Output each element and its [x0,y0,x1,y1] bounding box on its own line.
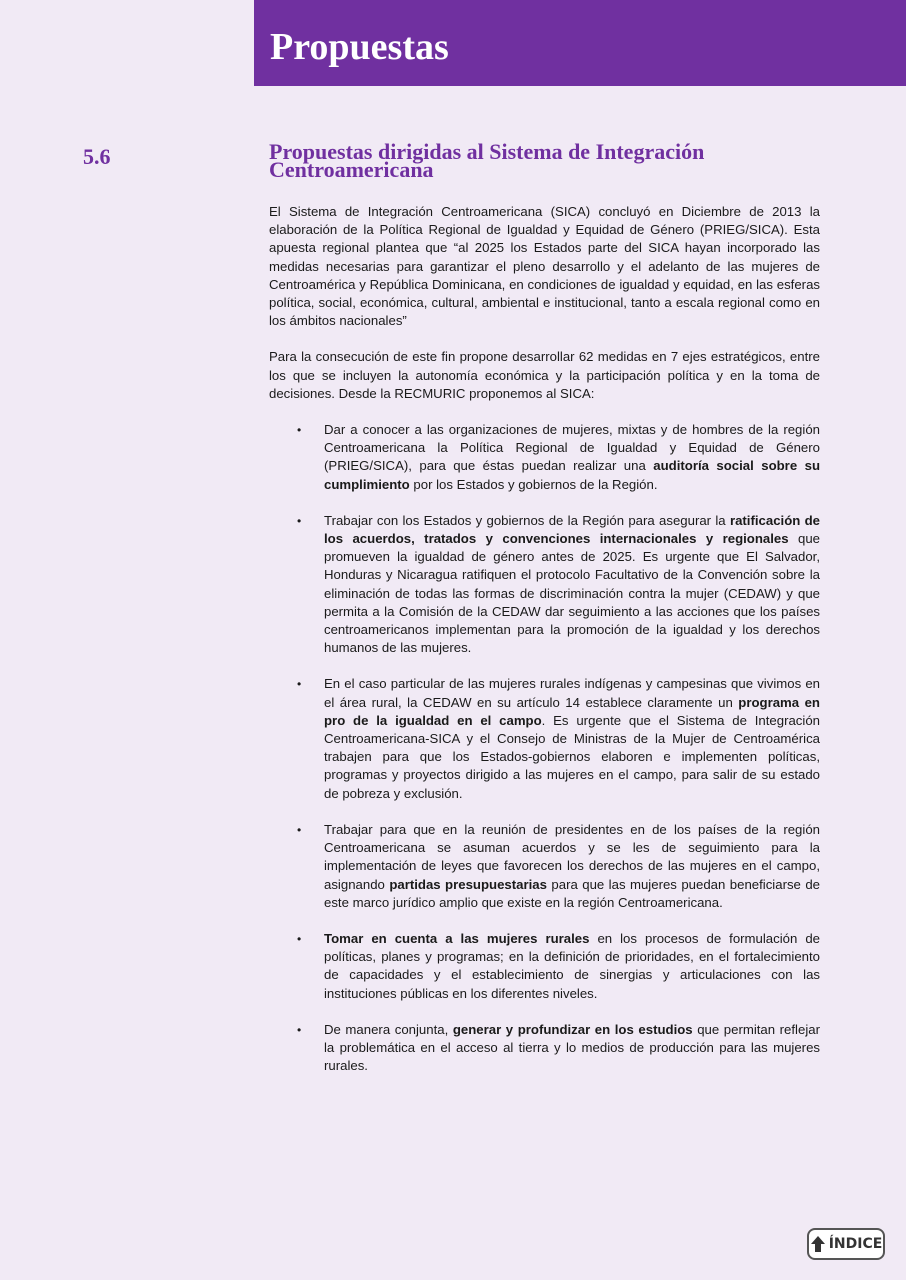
body-content [269,203,820,1093]
list-item-bold: partidas presupuestarias [389,876,547,892]
list-item-text: que promueven la igualdad de género antes de 2025. Es urgente que El Salvador, Honduras y Nicaragua ratifiquen el protocolo Facultativo de la Convención sobre la eliminación de todas las formas de discriminación contra la mujer (CEDAW) y que permita a la Comisión de la CEDAW dar seguimiento a las acciones que los países centroamericanos implementan para la promoción de la igualdad y los derechos humanos de las mujeres. [324,531,820,656]
index-button-label: ÍNDICE [828,1236,883,1252]
lead-paragraph: Para la consecución de este fin propone desarrollar 62 medidas en 7 ejes estratégicos, entre los que se incluyen la autonomía económica y la participación política y en la toma de decisiones. Desde la RECMURIC proponemos al SICA: [269,349,820,401]
intro-paragraph: El Sistema de Integración Centroamericana (SICA) concluyó en Diciembre de 2013 la elaboración de la Política Regional de Igualdad y Equidad de Género (PRIEG/SICA). Esta apuesta regional plantea que “al 2025 los Estados parte del SICA hayan incorporado las medidas necesarias para garantizar el pleno desarrollo y el adelanto de las mujeres de Centroamérica y República Dominicana, en condiciones de igualdad y equidad, en las esferas política, social, económica, cultural, ambiental e institucional, tanto a escala regional como en los ámbitos nacionales” [269,204,820,329]
arrow-up-icon [810,1235,826,1253]
list-item [297,821,820,912]
section-title [269,139,829,182]
proposals-list [269,421,820,1075]
section-title-line2: Centroamericana [269,157,434,182]
list-item [297,675,820,802]
list-item [297,930,820,1003]
list-item-text: Trabajar con los Estados y gobiernos de la Región para asegurar la [324,512,730,528]
list-item-text: en los procesos de formulación de políticas, planes y programas; en la definición de prioridades, en el fortalecimiento de capacidades y el establecimiento de sinergias y articulaciones con las instituciones públicas en los diferentes niveles. [324,930,820,1001]
list-item-text: Dar a conocer a las organizaciones de mujeres, mixtas y de hombres de la región Centroamericana la Política Regional de Igualdad y Equidad de Género (PRIEG/SICA), para que éstas puedan realizar una [324,422,820,474]
list-item-text: . Es urgente que el Sistema de Integración Centroamericana-SICA y el Consejo de Ministras de la Mujer de Centroamérica trabajen para que los Estados-gobiernos elaboren e implementen políticas, programas y proyectos dirigido a las mujeres en el campo, para salir de su estado de pobreza y exclusión. [324,712,820,801]
bullet: • [297,423,302,438]
list-item-bold: auditoría social sobre su cumplimiento [324,458,820,492]
bullet: • [297,513,302,528]
bullet: • [297,1022,302,1037]
list-item-text: De manera conjunta, [324,1021,453,1037]
list-item [297,421,820,494]
index-button[interactable] [807,1228,885,1260]
bullet: • [297,677,302,692]
list-item-text: por los Estados y gobiernos de la Región. [409,476,658,492]
list-item-text: que permitan reflejar la problemática en el acceso al tierra y lo medios de producción para las mujeres rurales. [324,1021,820,1074]
list-item-text: Trabajar para que en la reunión de presidentes en de los países de la región Centroamericana se asuman acuerdos y se les de seguimiento para la implementación de leyes que favorecen los derechos de las mujeres en el campo, asignando [324,821,820,892]
page-title: Propuestas [270,26,449,68]
list-item-text: para que las mujeres puedan beneficiarse de este marco jurídico amplio que existe en la región Centroamericana. [324,876,820,910]
section-number: 5.6 [83,144,111,169]
list-item-text: En el caso particular de las mujeres rurales indígenas y campesinas que vivimos en el área rural, la CEDAW en su artículo 14 establece claramente un [324,676,820,710]
section-title-line1: Propuestas dirigidas al Sistema de Integración [269,139,705,164]
bullet: • [297,931,302,946]
bullet: • [297,822,302,837]
list-item [297,1021,820,1076]
list-item-bold: Tomar en cuenta a las mujeres rurales [324,930,590,946]
list-item-bold: ratificación de los acuerdos, tratados y convenciones internacionales y regionales [324,512,820,547]
list-item-bold: generar y profundizar en los estudios [452,1021,693,1037]
list-item-bold: programa en pro de la igualdad en el campo [324,694,820,728]
header-band [254,0,906,86]
list-item [297,512,820,658]
